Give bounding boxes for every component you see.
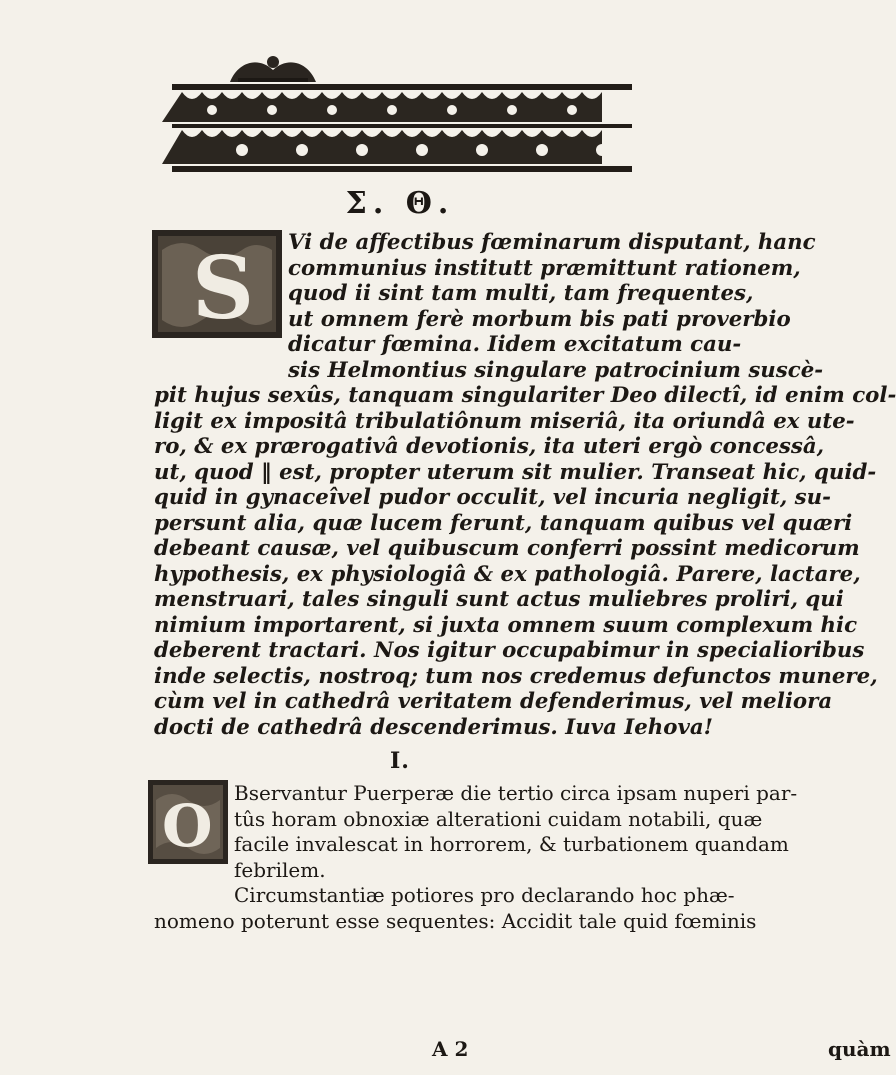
text-line: ut, quod ‖ est, propter uterum sit mulier. Transeat hic, quid- xyxy=(154,459,877,485)
text-line: nimium importarent, si juxta omnem suum complexum hic xyxy=(154,612,858,638)
text-line: inde selectis, nostroq; tum nos credemus defunctos munere, xyxy=(154,663,878,689)
text-line: sis Helmontius singulare patrocinium suscè- xyxy=(288,357,824,383)
initial-letter: S xyxy=(192,238,255,339)
text-line: febrilem. xyxy=(234,857,326,882)
text-line: hypothesis, ex physiologiâ & ex pathologiâ. Parere, lactare, xyxy=(154,561,861,587)
text-line: dicatur fœmina. Iidem excitatum cau- xyxy=(288,332,742,357)
text-line: Circumstantiæ potiores pro declarando hoc phæ- xyxy=(234,883,735,907)
text-line: Vi de affectibus fœminarum disputant, hanc xyxy=(288,230,816,255)
initial-letter: O xyxy=(162,792,213,860)
catchword: quàm xyxy=(828,1037,891,1061)
text-line: ro, & ex prærogativâ devotionis, ita uteri ergò concessâ, xyxy=(154,434,825,459)
observation-paragraph xyxy=(154,781,798,934)
text-line: nomeno poterunt esse sequentes: Accidit tale quid fœminis xyxy=(154,908,757,933)
text-line: ligit ex impositâ tribulatiônum miseriâ, ita oriundâ ex ute- xyxy=(154,408,855,434)
text-line: menstruari, tales singuli sunt actus muliebres proliri, qui xyxy=(154,587,844,612)
text-line: tûs horam obnoxiæ alterationi cuidam notabili, quæ xyxy=(234,806,763,831)
text-line: docti de cathedrâ descenderimus. Iuva Iehova! xyxy=(154,714,714,740)
headpiece-ornament-band xyxy=(172,84,632,172)
text-line: ut omnem ferè morbum bis pati proverbio xyxy=(288,306,791,332)
section-number: I. xyxy=(390,748,410,774)
text-line: pit hujus sexûs, tanquam singulariter Deo dilectî, id enim col- xyxy=(154,383,896,408)
text-line: Bservantur Puerperæ die tertio circa ipsam nuperi par- xyxy=(234,781,798,805)
introduction-paragraph xyxy=(154,230,896,740)
text-line: persunt alia, quæ lucem ferunt, tanquam quibus vel quæri xyxy=(154,510,853,536)
text-line: debeant causæ, vel quibuscum conferri possint medicorum xyxy=(154,536,860,561)
text-line: deberent tractari. Nos igitur occupabimur in specialioribus xyxy=(154,638,865,663)
section-heading: Σ. Θ. xyxy=(345,186,455,221)
text-line: quod ii sint tam multi, tam frequentes, xyxy=(288,281,754,306)
signature-mark: A 2 xyxy=(432,1037,469,1061)
text-line: communius institutt præmittunt rationem, xyxy=(288,255,801,281)
text-line: quid in gynaceîvel pudor occulit, vel incuria negligit, su- xyxy=(154,485,831,510)
headpiece-crown-ornament xyxy=(228,52,318,84)
text-line: facile invalescat in horrorem, & turbationem quandam xyxy=(234,832,789,856)
text-line: cùm vel in cathedrâ veritatem defenderimus, vel meliora xyxy=(154,689,833,714)
